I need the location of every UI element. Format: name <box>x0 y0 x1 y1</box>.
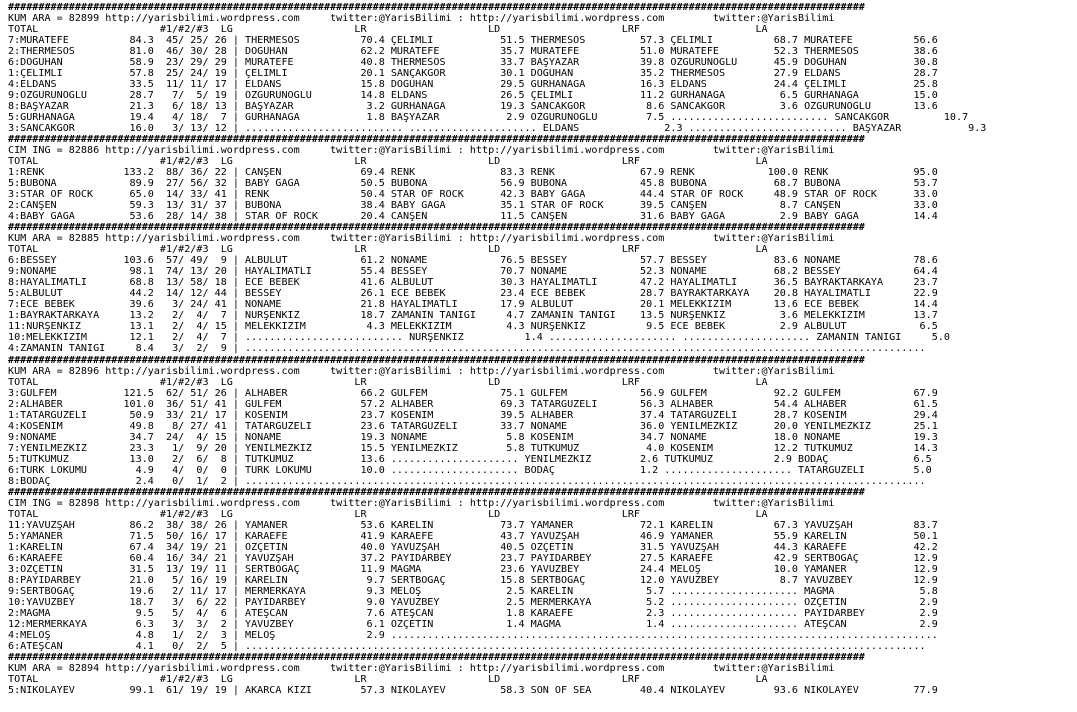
horse-row-line: 6:KARAEFE 60.4 16/ 34/ 21 | YAVUZŞAH 37.2 PAYİDARBEY 23.7 PAYİDARBEY 27.5 KARAEFE 42.9 SERTBOĞAÇ 12.9 <box>8 552 938 564</box>
race-header-line: KUM ARA = 82894 http://yarisbilimi.wordpress.com twitter:@YarisBilimi : http://yarisbilimi.wordpress.com twitter:@YarisBilimi <box>8 662 835 674</box>
horse-row-line: 2:THERMESOS 81.0 46/ 30/ 28 | DOĞUHAN 62.2 MURATEFE 35.7 MURATEFE 51.0 MURATEFE 52.3 THERMESOS 38.6 <box>8 46 938 58</box>
separator-line: ############################################################################################################################################# <box>8 134 865 146</box>
horse-row-line: 9:NONAME 98.1 74/ 13/ 20 | HAYALİMATLI 55.4 BESSEY 70.7 NONAME 52.3 NONAME 68.2 BESSEY 64.4 <box>8 266 938 278</box>
horse-row-line: 4:ZAMANIN TANIĞI 8.4 3/ 2/ 9 | ................................................................................................................ <box>8 343 926 355</box>
horse-row-line: 11:YAVUZŞAH 86.2 38/ 38/ 26 | YAMANER 53.6 KARELİN 73.7 YAMANER 72.1 KARELİN 67.3 YAVUZŞAH 83.7 <box>8 519 938 531</box>
horse-row-line: 3:STAR OF ROCK 65.0 14/ 33/ 41 | RENK 50.4 STAR OF ROCK 42.3 BABY GAGA 44.4 STAR OF ROCK 48.9 STAR OF ROCK 33.0 <box>8 189 938 201</box>
horse-row-line: 8:BODAÇ 2.4 0/ 1/ 2 | ................................................................................................................ <box>8 475 926 487</box>
horse-row-line: 3:ÖZÇETİN 31.5 13/ 19/ 11 | SERTBOĞAÇ 11.9 MAGMA 23.6 YAVUZBEY 24.4 MELOŞ 10.0 YAMANER 12.9 <box>8 563 938 575</box>
separator-line: ############################################################################################################################################# <box>8 486 865 498</box>
horse-row-line: 5:TUTKUMUZ 13.0 2/ 6/ 8 | TUTKUMUZ 13.6 ..................... YENİLMEZKIZ 2.6 TUTKUMUZ 2.9 BODAÇ 6.5 <box>8 453 932 465</box>
horse-row-line: 3:SANCAKGÖR 16.0 3/ 13/ 12 | .......................... ..................... ELDANS 2.3 .......................... BAŞYAZAR 9.3 <box>8 123 987 135</box>
horse-row-line: 5:BUBONA 89.9 27/ 56/ 32 | BABY GAGA 50.5 BUBONA 56.9 BUBONA 45.8 BUBONA 68.7 BUBONA 53.7 <box>8 178 938 190</box>
horse-row-line: 7:ECE BEBEK 39.6 3/ 24/ 41 | NONAME 21.8 HAYALİMATLI 17.9 ALBULUT 20.1 MELEKKIZIM 13.6 ECE BEBEK 14.4 <box>8 299 938 311</box>
horse-row-line: 4:KÖSENİM 49.8 8/ 27/ 41 | TATARGÜZELİ 23.6 TATARGÜZELİ 33.7 NONAME 36.0 YENİLMEZKIZ 20.0 YENİLMEZKIZ 25.1 <box>8 420 938 432</box>
horse-row-line: 4:MELOŞ 4.8 1/ 2/ 3 | MELOŞ 2.9 .......................................................................................... <box>8 629 938 641</box>
horse-row-line: 4:BABY GAGA 53.6 28/ 14/ 38 | STAR OF ROCK 20.4 CANŞEN 11.5 CANŞEN 31.6 BABY GAGA 2.9 BABY GAGA 14.4 <box>8 211 938 223</box>
column-header-line: TOTAL #1/#2/#3 LG LR LD LRF LA <box>8 244 768 256</box>
horse-row-line: 8:HAYALİMATLI 68.8 13/ 58/ 18 | ECE BEBEK 41.6 ALBULUT 30.3 HAYALİMATLI 47.2 HAYALİMATLI 36.5 BAYRAKTARKAYA 23.7 <box>8 277 938 289</box>
column-header-line: TOTAL #1/#2/#3 LG LR LD LRF LA <box>8 508 768 520</box>
separator-line: ############################################################################################################################################# <box>8 2 865 13</box>
separator-line: ############################################################################################################################################# <box>8 222 865 234</box>
horse-row-line: 9:SERTBOĞAÇ 19.6 2/ 11/ 17 | MERMERKAYA 9.3 MELOŞ 2.5 KARELİN 5.7 ..................... MAGMA 5.8 <box>8 585 938 597</box>
horse-row-line: 6:DOĞUHAN 58.9 23/ 29/ 29 | MURATEFE 40.8 THERMESOS 33.7 BAŞYAZAR 39.8 ÖZGÜRÜNOĞLU 45.9 DOĞUHAN 30.8 <box>8 57 938 69</box>
race-header-line: KUM ARA = 82885 http://yarisbilimi.wordpress.com twitter:@YarisBilimi : http://yarisbilimi.wordpress.com twitter:@YarisBilimi <box>8 233 835 245</box>
horse-row-line: 11:NURŞENKIZ 13.1 2/ 4/ 15 | MELEKKIZIM 4.3 MELEKKIZIM 4.3 NURŞENKIZ 9.5 ECE BEBEK 2.9 ALBULUT 6.5 <box>8 321 938 333</box>
horse-row-line: 1:TATARGÜZELİ 50.9 33/ 21/ 17 | KÖSENİM 23.7 KÖSENİM 39.5 ALHABER 37.4 TATARGÜZELİ 28.7 KÖSENİM 29.4 <box>8 409 938 421</box>
horse-row-line: 8:PAYİDARBEY 21.0 5/ 16/ 19 | KARELİN 9.7 SERTBOĞAÇ 15.8 SERTBOĞAÇ 12.0 YAVUZBEY 8.7 YAVUZBEY 12.9 <box>8 574 938 586</box>
horse-row-line: 2:ALHABER 101.0 36/ 51/ 41 | GÜLFEM 57.2 ALHABER 69.3 TATARGÜZELİ 56.3 ALHABER 54.4 ALHABER 61.5 <box>8 398 938 410</box>
horse-row-line: 9:NONAME 34.7 24/ 4/ 15 | NONAME 19.3 NONAME 5.8 KÖSENİM 34.7 NONAME 18.0 NONAME 19.3 <box>8 431 938 443</box>
horse-row-line: 5:YAMANER 71.5 50/ 16/ 17 | KARAEFE 41.9 KARAEFE 43.7 YAVUZŞAH 46.9 YAMANER 55.9 KARELİN 50.1 <box>8 530 938 542</box>
column-header-line: TOTAL #1/#2/#3 LG LR LD LRF LA <box>8 156 768 168</box>
race-header-line: CIM ING = 82886 http://yarisbilimi.wordpress.com twitter:@YarisBilimi : http://yarisbilimi.wordpress.com twitter:@YarisBilimi <box>8 145 835 157</box>
horse-row-line: 10:YAVUZBEY 18.7 3/ 6/ 22 | PAYİDARBEY 9.0 YAVUZBEY 2.5 MERMERKAYA 5.2 ..................... ÖZÇETİN 2.9 <box>8 596 938 608</box>
horse-row-line: 7:MURATEFE 84.3 45/ 25/ 26 | THERMESOS 70.4 ÇELİMLİ 51.5 THERMESOS 57.3 ÇELİMLİ 68.7 MURATEFE 56.6 <box>8 35 938 47</box>
horse-row-line: 1:BAYRAKTARKAYA 13.2 2/ 4/ 7 | NURŞENKIZ 18.7 ZAMANIN TANIĞI 4.7 ZAMANIN TANIĞI 13.5 NURŞENKIZ 3.6 MELEKKIZIM 13.7 <box>8 310 938 322</box>
separator-line: ############################################################################################################################################# <box>8 651 865 663</box>
separator-line: ############################################################################################################################################# <box>8 354 865 366</box>
horse-row-line: 1:ÇELİMLİ 57.8 25/ 24/ 19 | ÇELİMLİ 20.1 SANÇAKGÖR 30.1 DOĞUHAN 35.2 THERMESOS 27.9 ELDANS 28.7 <box>8 68 938 80</box>
column-header-line: TOTAL #1/#2/#3 LG LR LD LRF LA <box>8 673 768 685</box>
horse-row-line: 4:ELDANS 33.5 11/ 11/ 17 | ELDANS 15.8 DOĞUHAN 29.5 GÜRHANAĞA 16.3 ELDANS 24.4 ÇELİMLİ 25.8 <box>8 79 938 91</box>
horse-row-line: 5:GÜRHANAĞA 19.4 4/ 18/ 7 | GÜRHANAĞA 1.8 BAŞYAZAR 2.9 ÖZGÜRÜNOĞLU 7.5 .......................... SANCAKGÖR 10.7 <box>8 112 969 124</box>
horse-row-line: 7:YENİLMEZKIZ 23.3 1/ 9/ 20 | YENİLMEZKIZ 15.5 YENİLMEZKIZ 5.8 TUTKUMUZ 4.0 KÖSENİM 12.2 TUTKUMUZ 14.3 <box>8 442 938 454</box>
horse-row-line: 5:ALBULUT 44.2 14/ 12/ 44 | BESSEY 26.1 ECE BEBEK 23.4 ECE BEBEK 28.7 BAYRAKTARKAYA 20.8 HAYALİMATLI 22.9 <box>8 288 938 300</box>
horse-row-line: 2:MAGMA 9.5 5/ 4/ 6 | ATEŞCAN 7.6 ATEŞCAN 1.8 KARAEFE 2.3 ..................... PAYİDARBEY 2.9 <box>8 607 938 619</box>
column-header-line: TOTAL #1/#2/#3 LG LR LD LRF LA <box>8 376 768 388</box>
horse-row-line: 1:KARELİN 67.4 34/ 19/ 21 | ÖZÇETİN 40.0 YAVUZŞAH 40.5 ÖZÇETİN 31.5 YAVUZŞAH 44.3 KARAEFE 42.2 <box>8 541 938 553</box>
horse-row-line: 12:MERMERKAYA 6.3 3/ 3/ 2 | YAVUZBEY 6.1 ÖZÇETİN 1.4 MAGMA 1.4 ..................... ATEŞCAN 2.9 <box>8 618 938 630</box>
horse-row-line: 8:BAŞYAZAR 21.3 6/ 18/ 13 | BAŞYAZAR 3.2 GÜRHANAĞA 19.3 SANCAKGÖR 8.6 SANCAKGÖR 3.6 ÖZGÜRÜNOĞLU 13.6 <box>8 101 938 113</box>
horse-row-line: 6:BESSEY 103.6 57/ 49/ 9 | ALBULUT 61.2 NONAME 76.5 BESSEY 57.7 BESSEY 83.6 NONAME 78.6 <box>8 255 938 267</box>
horse-row-line: 5:NIKOLAYEV 99.1 61/ 19/ 19 | AKARCA KIZI 57.3 NIKOLAYEV 58.3 SON OF SEA 40.4 NIKOLAYEV 93.6 NIKOLAYEV 77.9 <box>8 684 938 696</box>
horse-row-line: 6:ATEŞCAN 4.1 0/ 2/ 5 | ................................................................................................................ <box>8 640 926 652</box>
horse-row-line: 3:GÜLFEM 121.5 62/ 51/ 26 | ALHABER 66.2 GÜLFEM 75.1 GÜLFEM 56.9 GÜLFEM 92.2 GÜLFEM 67.9 <box>8 387 938 399</box>
column-header-line: TOTAL #1/#2/#3 LG LR LD LRF LA <box>8 24 768 36</box>
race-header-line: CIM ING = 82898 http://yarisbilimi.wordpress.com twitter:@YarisBilimi : http://yarisbilimi.wordpress.com twitter:@YarisBilimi <box>8 497 835 509</box>
horse-row-line: 1:RENK 133.2 88/ 36/ 22 | CANŞEN 69.4 RENK 83.3 RENK 67.9 RENK 100.0 RENK 95.0 <box>8 167 938 179</box>
race-header-line: KUM ARA = 82899 http://yarisbilimi.wordpress.com twitter:@YarisBilimi : http://yarisbilimi.wordpress.com twitter:@YarisBilimi <box>8 13 835 25</box>
race-header-line: KUM ARA = 82896 http://yarisbilimi.wordpress.com twitter:@YarisBilimi : http://yarisbilimi.wordpress.com twitter:@YarisBilimi <box>8 365 835 377</box>
horse-row-line: 2:CANŞEN 59.3 13/ 31/ 37 | BUBONA 38.4 BABY GAGA 35.1 STAR OF ROCK 39.5 CANŞEN 8.7 CANŞEN 33.0 <box>8 200 938 212</box>
horse-row-line: 10:MELEKKIZIM 12.1 2/ 4/ 7 | .......................... NURŞENKIZ 1.4 ..................... ..................... ZAMANIN TANIĞI 5.0 <box>8 332 950 344</box>
horse-row-line: 9:ÖZGÜRÜNOĞLU 28.7 7/ 5/ 19 | ÖZGÜRÜNOĞLU 14.8 ELDANS 26.5 ÇELİMLİ 11.2 GÜRHANAĞA 6.5 GÜRHANAĞA 15.0 <box>8 90 938 102</box>
horse-row-line: 6:TÜRK LOKUMU 4.9 4/ 0/ 0 | TÜRK LOKUMU 10.0 ..................... BODAÇ 1.2 ..................... TATARGÜZELİ 5.0 <box>8 464 932 476</box>
